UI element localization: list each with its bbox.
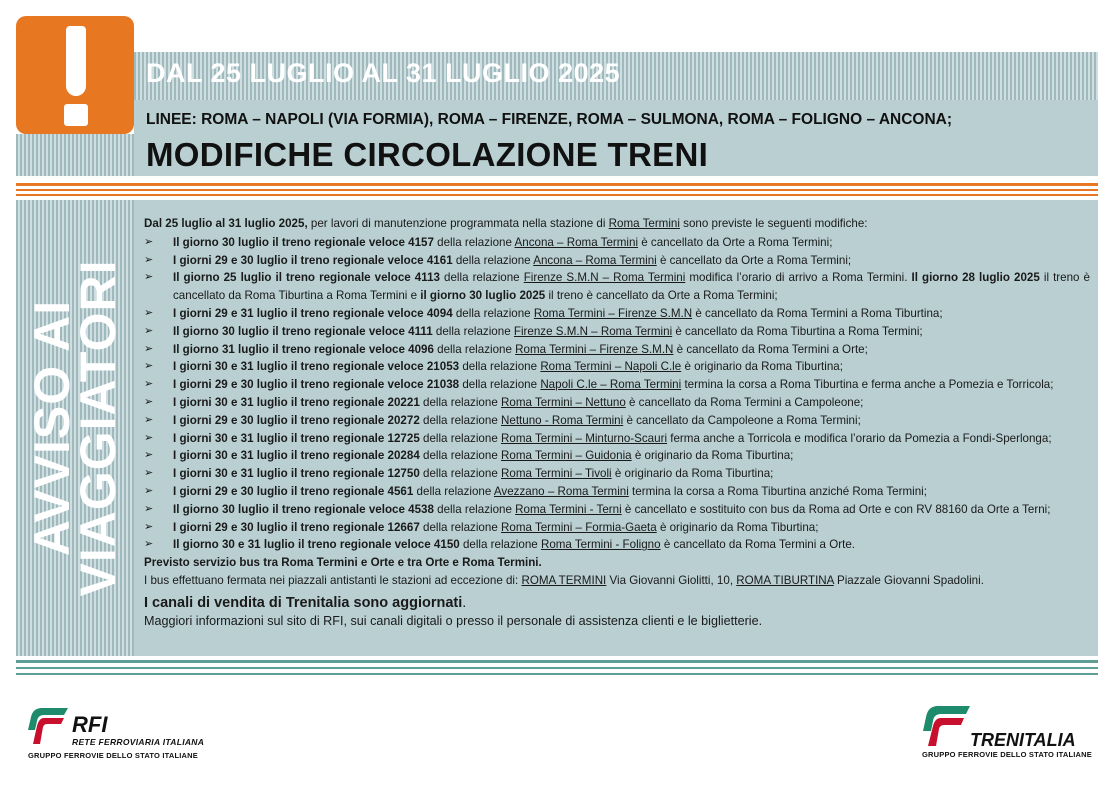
item-route-link[interactable]: Roma Termini – Firenze S.M.N [533, 306, 693, 320]
arrow-bullet-icon: ➢ [144, 306, 154, 319]
item-text: della relazione [452, 306, 534, 320]
item-route-link[interactable]: Roma Termini - Foligno [540, 538, 661, 552]
item-route-link[interactable]: Roma Termini – Minturno-Scauri [501, 431, 668, 445]
list-item [144, 483, 1090, 501]
item-text: della relazione [419, 467, 501, 481]
list-item [144, 358, 1090, 376]
item-text: della relazione [419, 449, 501, 463]
list-item [144, 269, 1090, 305]
divider [16, 660, 1098, 663]
item-text: è cancellato da Roma Termini a Orte. [660, 538, 855, 552]
header-left-stripes [16, 134, 134, 176]
trenitalia-group: GRUPPO FERROVIE DELLO STATO ITALIANE [922, 750, 1092, 759]
item-train: Il giorno 30 e 31 luglio il treno regionale veloce 4150 [173, 538, 460, 552]
item-route-link[interactable]: Firenze S.M.N – Roma Termini [513, 324, 673, 338]
arrow-bullet-icon: ➢ [144, 378, 154, 391]
item-route-link[interactable]: Roma Termini – Guidonia [501, 449, 632, 463]
item-text: termina la corsa a Roma Tiburtina anziché Roma Termini; [628, 484, 927, 498]
arrow-bullet-icon: ➢ [144, 484, 154, 497]
side-banner-line1: AVVISO AI [24, 299, 80, 557]
item-route-link[interactable]: Ancona – Roma Termini [533, 253, 657, 267]
arrow-bullet-icon: ➢ [144, 342, 154, 355]
intro-station-link[interactable]: Roma Termini [608, 217, 680, 230]
intro-text: per lavori di manutenzione programmata nella stazione di [307, 217, 609, 230]
trenitalia-mark-icon [920, 704, 972, 748]
changes-list [144, 234, 1090, 554]
item-text: è cancellato da Orte a Roma Termini; [656, 253, 852, 267]
list-item [144, 305, 1090, 323]
item-text: è originario da Roma Tiburtina; [656, 520, 819, 534]
item-text: della relazione [432, 324, 514, 338]
item-text: della relazione [459, 360, 541, 374]
item-train: Il giorno 30 luglio il treno regionale veloce 4157 [173, 235, 434, 249]
list-item [144, 447, 1090, 465]
item-text: della relazione [433, 342, 516, 356]
item-train: I giorni 29 e 30 luglio il treno regionale 20272 [173, 413, 420, 427]
list-item [144, 323, 1090, 341]
list-item [144, 394, 1090, 412]
side-banner-line2: VIAGGIATORI [70, 259, 126, 597]
bus-note [144, 572, 1090, 590]
intro-date: Dal 25 luglio al 31 luglio 2025, [144, 217, 308, 230]
item-text: è cancellato e sostituito con bus da Roma ad Orte e con RV 88160 da Orte a Terni; [621, 502, 1051, 516]
item-text: della relazione [452, 253, 534, 267]
item-text: è cancellato da Roma Termini a Roma Tiburtina; [692, 306, 943, 320]
item-text: della relazione [459, 538, 541, 552]
item-text: della relazione [419, 395, 501, 409]
item-route-link[interactable]: Firenze S.M.N – Roma Termini [523, 271, 686, 285]
item-train: I giorni 29 e 30 luglio il treno regionale veloce 21038 [173, 378, 460, 392]
arrow-bullet-icon: ➢ [144, 235, 154, 248]
item-route-link[interactable]: Roma Termini – Formia-Gaeta [501, 520, 657, 534]
item-route-link[interactable]: Nettuno - Roma Termini [501, 413, 624, 427]
bus-note-text: I bus effettuano fermata nei piazzali antistanti le stazioni ad eccezione di: [144, 573, 522, 587]
item-train: Il giorno 25 luglio il treno regionale veloce 4113 [173, 271, 440, 285]
item-train: I giorni 29 e 30 luglio il treno regionale 4561 [173, 484, 414, 498]
item-text: della relazione [419, 431, 501, 445]
list-item [144, 376, 1090, 394]
item-text: ferma anche a Torricola e modifica l’orario da Pomezia a Fondi-Sperlonga; [667, 431, 1052, 445]
item-train: I giorni 30 e 31 luglio il treno regionale veloce 21053 [173, 360, 460, 374]
item-train: I giorni 29 e 30 luglio il treno regionale 12667 [173, 520, 420, 534]
arrow-bullet-icon: ➢ [144, 538, 154, 551]
item-text: della relazione [433, 235, 515, 249]
bus-note-text: Piazzale Giovanni Spadolini. [833, 573, 984, 587]
list-item [144, 501, 1090, 519]
bus-note-station-link[interactable]: ROMA TERMINI [521, 573, 607, 587]
list-item [144, 430, 1090, 448]
more-info: Maggiori informazioni sul sito di RFI, sui canali digitali o presso il personale di assistenza clienti e le biglietterie. [144, 613, 763, 628]
arrow-bullet-icon: ➢ [144, 449, 154, 462]
list-item [144, 252, 1090, 270]
arrow-bullet-icon: ➢ [144, 324, 154, 337]
side-banner [16, 200, 134, 656]
item-route-link[interactable]: Roma Termini – Firenze S.M.N [515, 342, 674, 356]
item-route-link[interactable]: Avezzano – Roma Termini [493, 484, 629, 498]
item-text: il treno è cancellato da Orte a Roma Termini; [545, 289, 778, 303]
arrow-bullet-icon: ➢ [144, 253, 154, 266]
rfi-group: GRUPPO FERROVIE DELLO STATO ITALIANE [28, 751, 198, 760]
item-train: I giorni 30 e 31 luglio il treno regionale 20221 [173, 395, 420, 409]
item-train: Il giorno 31 luglio il treno regionale veloce 4096 [173, 342, 434, 356]
item-route-link[interactable]: Napoli C.le – Roma Termini [540, 378, 682, 392]
divider [16, 194, 1098, 196]
channels-text: I canali di vendita di Trenitalia sono aggiornati [144, 594, 463, 611]
item-train: I giorni 30 e 31 luglio il treno regionale 20284 [173, 449, 420, 463]
arrow-bullet-icon: ➢ [144, 395, 154, 408]
intro-paragraph [144, 215, 1090, 233]
divider [16, 667, 1098, 669]
bus-service: Previsto servizio bus tra Roma Termini e Orte e tra Orte e Roma Termini. [144, 556, 542, 570]
item-train: Il giorno 30 luglio il treno regionale veloce 4538 [173, 502, 434, 516]
item-train: I giorni 30 e 31 luglio il treno regionale 12725 [173, 431, 420, 445]
rfi-name: RFI [72, 712, 108, 737]
list-item [144, 536, 1090, 554]
item-text: è cancellato da Orte a Roma Termini; [638, 235, 833, 249]
notice-content [144, 215, 1090, 629]
trenitalia-logo [920, 704, 1100, 764]
arrow-bullet-icon: ➢ [144, 360, 154, 373]
item-route-link[interactable]: Roma Termini – Napoli C.le [540, 360, 682, 374]
item-route-link[interactable]: Roma Termini – Nettuno [501, 395, 626, 409]
item-train: Il giorno 28 luglio 2025 [911, 271, 1040, 285]
arrow-bullet-icon: ➢ [144, 271, 154, 284]
item-train: Il giorno 30 luglio il treno regionale veloce 4111 [173, 324, 433, 338]
page-title: MODIFICHE CIRCOLAZIONE TRENI [146, 136, 709, 173]
item-train: il giorno 30 luglio 2025 [420, 289, 546, 303]
bus-note-text: Via Giovanni Giolitti, 10, [606, 573, 737, 587]
list-item [144, 412, 1090, 430]
divider [16, 189, 1098, 191]
item-text: è cancellato da Roma Tiburtina a Roma Termini; [672, 324, 923, 338]
item-route-link[interactable]: Roma Termini – Tivoli [501, 467, 612, 481]
channels-dot: . [462, 594, 467, 611]
divider [16, 673, 1098, 675]
intro-text: sono previste le seguenti modifiche: [679, 217, 868, 230]
rfi-logo [28, 706, 228, 762]
item-train: I giorni 29 e 30 luglio il treno regionale veloce 4161 [173, 253, 453, 267]
item-train: I giorni 29 e 31 luglio il treno regionale veloce 4094 [173, 306, 453, 320]
bus-note-station-link[interactable]: ROMA TIBURTINA [736, 573, 834, 587]
item-text: è originario da Roma Tiburtina; [681, 360, 843, 374]
item-text: è originario da Roma Tiburtina; [611, 467, 774, 481]
rfi-mark-icon [28, 706, 70, 746]
item-text: modifica l’orario di arrivo a Roma Termini. [685, 271, 912, 285]
list-item [144, 519, 1090, 537]
date-title: DAL 25 LUGLIO AL 31 LUGLIO 2025 [146, 58, 621, 88]
item-text: della relazione [439, 271, 524, 285]
exclamation-icon [16, 16, 134, 134]
item-text: è originario da Roma Tiburtina; [631, 449, 794, 463]
arrow-bullet-icon: ➢ [144, 467, 154, 480]
item-route-link[interactable]: Roma Termini - Terni [515, 502, 622, 516]
list-item [144, 341, 1090, 359]
item-text: della relazione [419, 520, 501, 534]
item-text: della relazione [459, 378, 541, 392]
item-text: della relazione [419, 413, 501, 427]
item-text: il treno è cancellato da Roma Tiburtina a Roma Termini e [173, 271, 1091, 303]
arrow-bullet-icon: ➢ [144, 502, 154, 515]
item-text: della relazione [433, 502, 516, 516]
item-text: termina la corsa a Roma Tiburtina e ferma anche a Pomezia e Torricola; [681, 378, 1054, 392]
item-text: è cancellato da Roma Termini a Orte; [673, 342, 868, 356]
item-text: della relazione [413, 484, 494, 498]
list-item [144, 465, 1090, 483]
item-route-link[interactable]: Ancona – Roma Termini [514, 235, 639, 249]
arrow-bullet-icon: ➢ [144, 413, 154, 426]
arrow-bullet-icon: ➢ [144, 520, 154, 533]
channels-notice [144, 593, 1090, 613]
arrow-bullet-icon: ➢ [144, 431, 154, 444]
item-text: è cancellato da Roma Termini a Campoleone; [625, 395, 864, 409]
item-text: è cancellato da Campoleone a Roma Termini; [623, 413, 861, 427]
list-item [144, 234, 1090, 252]
trenitalia-name: TRENITALIA [970, 730, 1076, 750]
item-train: I giorni 30 e 31 luglio il treno regionale 12750 [173, 467, 420, 481]
divider [16, 183, 1098, 186]
rfi-sub: RETE FERROVIARIA ITALIANA [72, 737, 205, 747]
lines-text: LINEE: ROMA – NAPOLI (VIA FORMIA), ROMA – FIRENZE, ROMA – SULMONA, ROMA – FOLIGNO – ANCONA; [146, 111, 952, 128]
